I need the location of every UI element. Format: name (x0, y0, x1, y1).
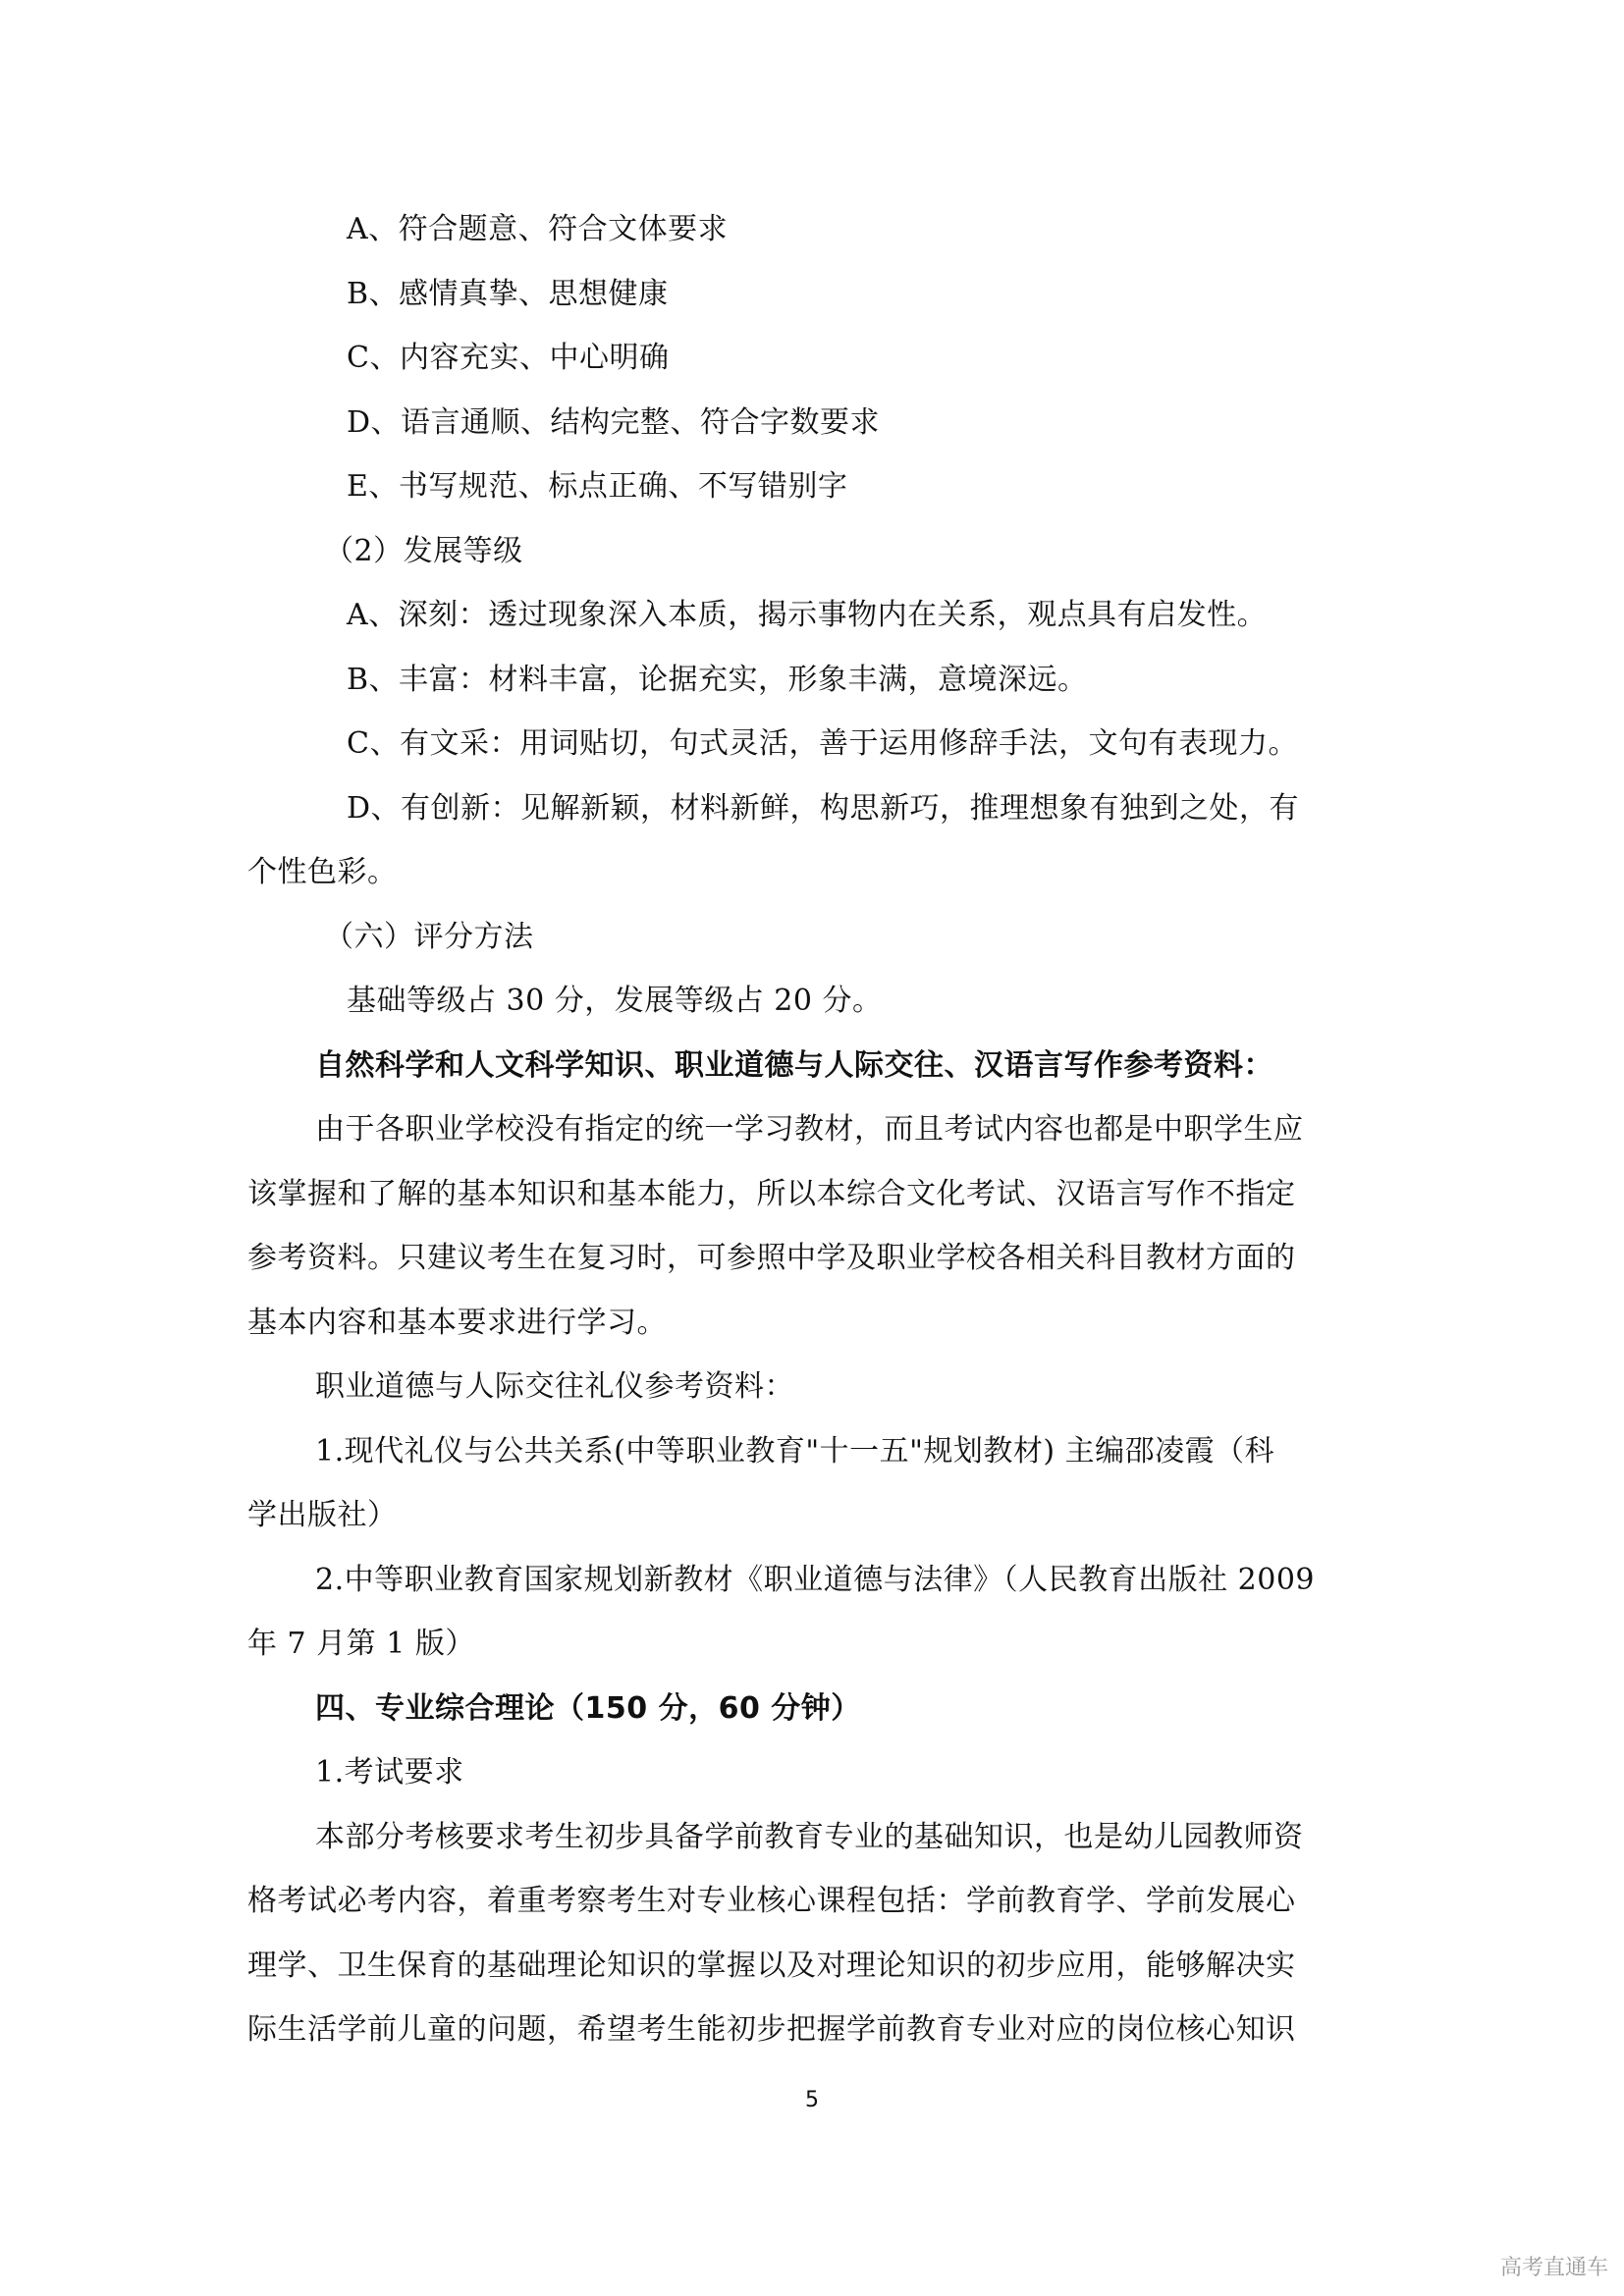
reference-book-1: 1.现代礼仪与公共关系(中等职业教育"十一五"规划教材) 主编邵凌霞（科 (315, 1434, 1275, 1468)
watermark-text: 高考直通车 (1499, 2256, 1608, 2280)
reference-book-2: 2.中等职业教育国家规划新教材《职业道德与法律》（人民教育出版社 2009 (315, 1563, 1316, 1597)
section-heading-development-level: （2）发展等级 (324, 534, 523, 568)
reference-paragraph-line-2: 该掌握和了解的基本知识和基本能力，所以本综合文化考试、汉语言写作不指定 (247, 1177, 1296, 1211)
criteria-item-a: A、符合题意、符合文体要求 (347, 212, 729, 246)
section-heading-scoring-method: （六）评分方法 (324, 920, 534, 954)
development-item-b: B、丰富：材料丰富，论据充实，形象丰满，意境深远。 (347, 663, 1088, 697)
reference-paragraph-line-4: 基本内容和基本要求进行学习。 (247, 1306, 667, 1340)
development-item-d-continued: 个性色彩。 (247, 855, 398, 889)
etiquette-reference-heading: 职业道德与人际交往礼仪参考资料： (315, 1369, 794, 1404)
page-number: 5 (805, 2088, 819, 2112)
reference-book-2-continued: 年 7 月第 1 版） (247, 1627, 475, 1661)
development-item-c: C、有文采：用词贴切，句式灵活，善于运用修辞手法，文句有表现力。 (347, 726, 1298, 761)
development-item-d: D、有创新：见解新颖，材料新鲜，构思新巧，推理想象有独到之处，有 (347, 791, 1300, 826)
section-heading-professional-theory: 四、专业综合理论（150 分，60 分钟） (315, 1691, 861, 1726)
exam-paragraph-line-2: 格考试必考内容，着重考察考生对专业核心课程包括：学前教育学、学前发展心 (247, 1884, 1296, 1918)
reference-book-1-continued: 学出版社） (247, 1498, 398, 1532)
scoring-text: 基础等级占 30 分，发展等级占 20 分。 (347, 984, 883, 1018)
development-item-a: A、深刻：透过现象深入本质，揭示事物内在关系，观点具有启发性。 (347, 598, 1268, 632)
criteria-item-d: D、语言通顺、结构完整、符合字数要求 (347, 405, 881, 440)
exam-paragraph-line-4: 际生活学前儿童的问题，希望考生能初步把握学前教育专业对应的岗位核心知识 (247, 2012, 1296, 2047)
exam-paragraph-line-1: 本部分考核要求考生初步具备学前教育专业的基础知识，也是幼儿园教师资 (315, 1820, 1304, 1854)
criteria-item-e: E、书写规范、标点正确、不写错别字 (347, 469, 848, 504)
criteria-item-c: C、内容充实、中心明确 (347, 341, 670, 375)
reference-heading: 自然科学和人文科学知识、职业道德与人际交往、汉语言写作参考资料： (315, 1048, 1273, 1083)
reference-paragraph-line-1: 由于各职业学校没有指定的统一学习教材，而且考试内容也都是中职学生应 (315, 1112, 1304, 1147)
criteria-item-b: B、感情真挚、思想健康 (347, 277, 669, 311)
reference-paragraph-line-3: 参考资料。只建议考生在复习时，可参照中学及职业学校各相关科目教材方面的 (247, 1241, 1296, 1275)
exam-requirements-heading: 1.考试要求 (315, 1755, 464, 1789)
exam-paragraph-line-3: 理学、卫生保育的基础理论知识的掌握以及对理论知识的初步应用，能够解决实 (247, 1949, 1296, 1983)
